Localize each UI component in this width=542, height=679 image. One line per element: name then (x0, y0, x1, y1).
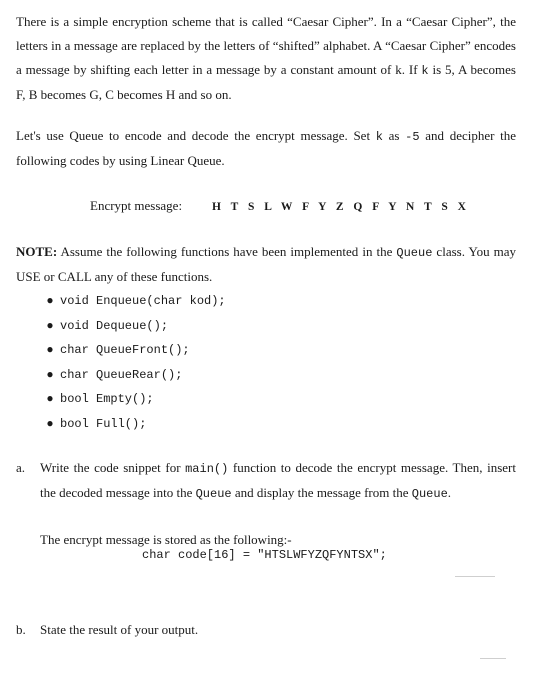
task-k-value: -5 (405, 130, 420, 144)
function-signature: void Dequeue(); (60, 318, 169, 333)
task-text-3: and decipher the following codes by using Linear Queue. (16, 128, 517, 168)
question-a-text-2: function to decode the encrypt message. Then, insert the decoded message into the (40, 460, 516, 500)
note-queue-class: Queue (396, 246, 433, 260)
list-item (40, 313, 226, 338)
intro-k-variable: k (421, 64, 429, 78)
encrypt-message-label: Encrypt message: (90, 198, 183, 213)
function-signature: bool Empty(); (60, 392, 154, 407)
function-list (40, 288, 226, 436)
queue-word-2: Queue (411, 487, 448, 501)
question-b-label: b. (16, 622, 26, 637)
scan-artifact-line (455, 576, 495, 577)
intro-paragraph (16, 10, 516, 107)
list-item (40, 386, 226, 411)
note-text-2: class. You may USE or CALL any of these functions. (16, 244, 516, 284)
task-k-variable: k (375, 130, 383, 144)
function-signature: char QueueFront(); (60, 343, 190, 358)
note-label: NOTE: (16, 244, 58, 259)
intro-text-1: There is a simple encryption scheme that is called “Caesar Cipher”. In a “Caesar Cipher”, the letters in a message are replaced by the letters of “shifted” alphabet. A “Caesar Cipher” encodes a message by shifting each letter in a message by a constant amount of k. If (16, 14, 516, 77)
list-item (40, 288, 226, 313)
main-function-name: main() (185, 462, 229, 476)
function-signature: bool Full(); (60, 416, 147, 431)
bullet-icon: ● (46, 317, 54, 332)
stored-message-text: The encrypt message is stored as the following:- (40, 532, 292, 547)
question-a-text (40, 456, 516, 506)
note-paragraph (16, 240, 516, 289)
question-b-text: State the result of your output. (40, 622, 199, 637)
note-text-1: Assume the following functions have been implemented in the (57, 244, 397, 259)
question-a-label: a. (16, 460, 26, 475)
function-signature: void Enqueue(char kod); (60, 294, 226, 308)
list-item (40, 362, 226, 387)
task-text-1: Let's use Queue to encode and decode the encrypt message. Set (16, 128, 376, 143)
task-paragraph (16, 124, 516, 173)
question-b (16, 618, 516, 642)
queue-word-1: Queue (195, 487, 232, 501)
scan-artifact-line (480, 658, 506, 659)
question-a (16, 456, 516, 506)
bullet-icon: ● (46, 415, 54, 430)
bullet-icon: ● (46, 391, 54, 406)
question-a-text-3: and display the message from the (231, 485, 412, 500)
bullet-icon: ● (46, 293, 54, 307)
intro-text-2: is 5, A becomes F, B becomes G, C becomes H and so on. (16, 62, 516, 102)
task-text-2: as (382, 128, 406, 143)
question-a-text-4: . (447, 485, 452, 500)
bullet-icon: ● (46, 366, 54, 381)
encrypt-message-row (90, 196, 469, 217)
code-declaration: char code[16] = "HTSLWFYZQFYNTSX"; (142, 548, 387, 562)
list-item (40, 411, 226, 436)
list-item (40, 337, 226, 362)
function-signature: char QueueRear(); (60, 367, 183, 382)
encrypt-message-letters: H T S L W F Y Z Q F Y N T S X (212, 201, 470, 213)
bullet-icon: ● (46, 342, 54, 357)
question-a-text-1: Write the code snippet for (40, 460, 186, 475)
